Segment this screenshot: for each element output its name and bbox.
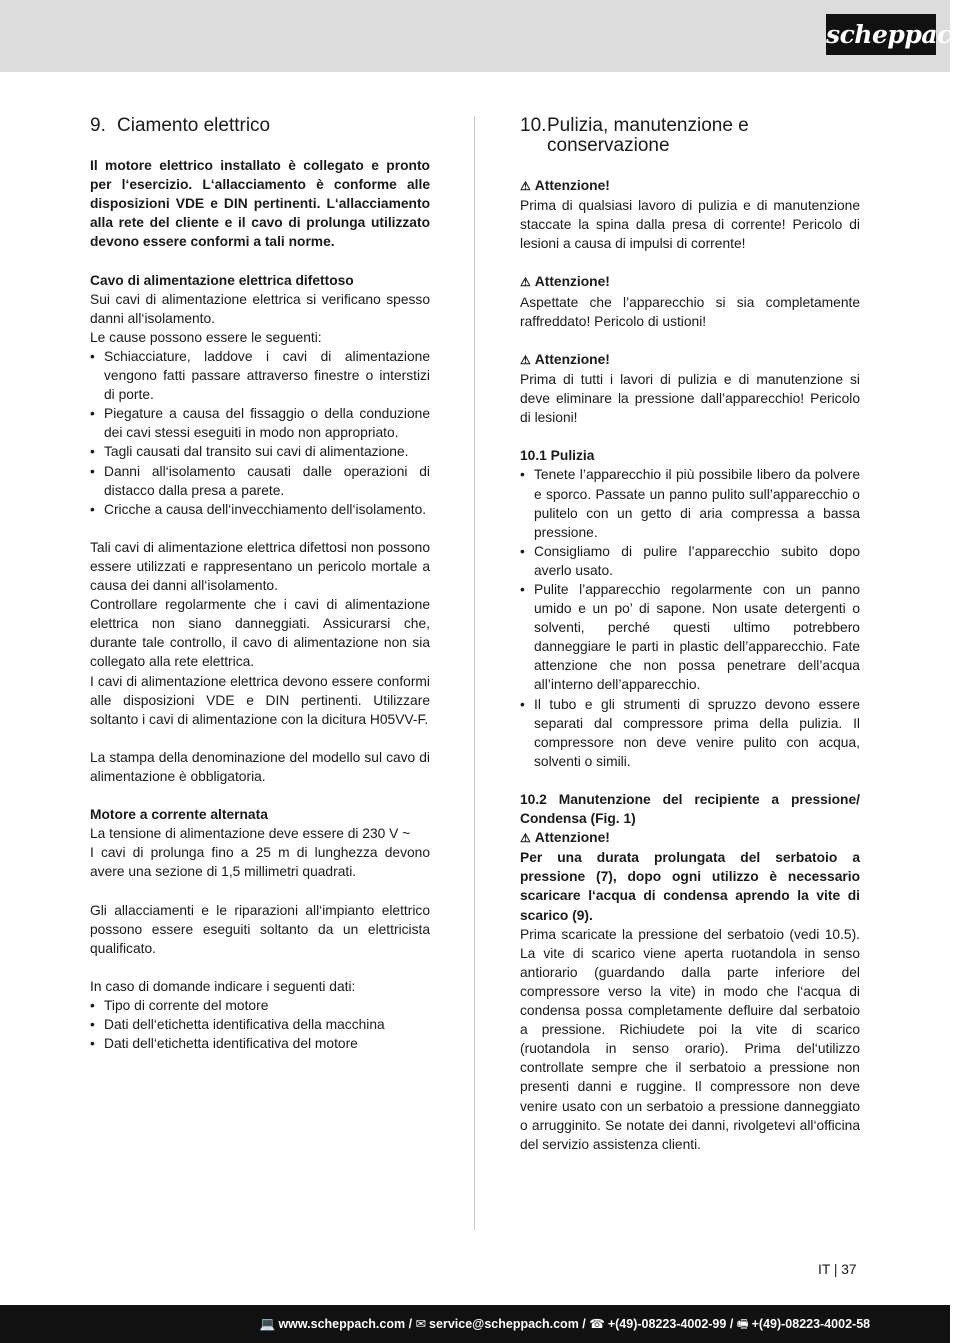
motor-text: I cavi di prolunga fino a 25 m di lunghezza devono avere una sezione di 1,5 millimetri quadrati. [90,845,430,880]
list-item: • Tagli causati dal transito sui cavi di alimentazione. [90,442,430,461]
maintenance-bold-text: Per una durata prolungata del serbatoio a pressione (7), dopo ogni utilizzo è necessario scaricare l‘acqua di condensa aprendo la vite di scarico (9). [520,850,860,923]
cable-heading: Cavo di alimentazione elettrica difettoso [90,272,354,288]
heading-line: Pulizia, manutenzione e [547,115,749,136]
phone-icon: ☎ [589,1317,605,1331]
left-column [90,116,430,1053]
causes-list [90,347,430,519]
phone-number: +(49)-08223-4002-99 [607,1317,727,1331]
heading-title: Ciamento elettrico [117,115,271,136]
list-item: • Dati dell‘etichetta identificativa della macchina [90,1015,430,1034]
section-heading-10 [520,116,860,156]
list-item: • Piegature a causa del fissaggio o della conduzione dei cavi stessi eseguiti in modo non appropriato. [90,404,430,442]
warning-text: Prima di qualsiasi lavoro di pulizia e di manutenzione staccate la spina dalla presa di corrente! Pericolo di lesioni a causa di impulsi di corrente! [520,198,860,252]
fax-icon: 🖷 [736,1317,749,1331]
motor-text: La tensione di alimentazione deve essere di 230 V ~ [90,826,411,842]
computer-icon: 💻 [259,1317,276,1331]
list-item: • Pulite l’apparecchio regolarmente con un panno umido e un po’ di sapone. Non usate detergenti o solventi, perché questi ultimo potrebbero danneggiare le parti in plastic dell’apparecchio. Fate attenzione che non possa penetrare dell’acqua all’interno dell’apparecchio. [520,580,860,695]
warning-label: ⚠ Attenzione! [520,351,610,367]
warning-icon: ⚠ [520,352,531,367]
list-item: • Dati dell‘etichetta identificativa del motore [90,1034,430,1053]
list-item: • Schiacciature, laddove i cavi di alimentazione vengono fatti passare attraverso finestre o interstizi di porte. [90,347,430,404]
cable-text-causes: Le cause possono essere le seguenti: [90,329,322,345]
paragraph: La stampa della denominazione del modello sul cavo di alimentazione è obbligatoria. [90,749,430,784]
separator: / [582,1317,586,1331]
list-item: • Il tubo e gli strumenti di spruzzo devono essere separati dal compressore prima della pulizia. Il compressore non deve venire pulito con acqua, solventi o simili. [520,695,860,771]
list-item: • Cricche a causa dell‘invecchiamento dell‘isolamento. [90,500,430,519]
warning-icon: ⚠ [520,179,531,193]
list-item: • Consigliamo di pulire l’apparecchio subito dopo averlo usato. [520,542,860,580]
data-intro: In caso di domande indicare i seguenti dati: [90,979,356,995]
intro-paragraph: Il motore elettrico installato è collegato e pronto per l‘esercizio. L‘allacciamento è conforme alle disposizioni VDE e DIN pertinenti. L‘allacciamento alla rete del cliente e il cavo di prolunga utilizzato devono essere conformi a tali norme. [90,158,430,250]
clean-list [520,465,860,771]
heading-number: 9. [90,115,106,136]
warning-label: ⚠ Attenzione! [520,274,610,290]
cable-text: Sui cavi di alimentazione elettrica si verificano spesso danni all‘isolamento. [90,291,430,326]
website-link[interactable]: www.scheppach.com [278,1317,406,1331]
fax-number: +(49)-08223-4002-58 [751,1317,871,1331]
paragraph: Tali cavi di alimentazione elettrica difettosi non possono essere utilizzati e rappresentano un pericolo mortale a causa dei danni all‘isolamento. [90,539,430,594]
column-divider [474,116,475,1230]
warning-label: ⚠ Attenzione! [520,830,610,846]
paragraph: I cavi di alimentazione elettrica devono essere conformi alle disposizioni VDE e DIN pertinenti. Utilizzare soltanto i cavi di alimentazione con la dicitura H05VV-F. [90,673,430,727]
page-number: IT | 37 [818,1262,857,1277]
warning-label: ⚠ Attenzione! [520,178,610,193]
maintenance-text: Prima scaricate la pressione del serbatoio (vedi 10.5). La vite di scarico viene aperta ruotandola in senso antiorario (guardando dalla parte inferiore del compressore verso la vite) in modo che l‘acqua di condensa possa completamente defluire dal serbatoio a pressione. Richiudete poi la vite di scarico (ruotandola in senso orario). Prima del‘utilizzo controllate sempre che il serbatoio a pressione non presenti danni e ruggine. Il compressore non deve venire usato con un serbatoio a pressione danneggiato o arrugginito. Se notate dei danni, rivolgetevi all‘officina del servizio assistenza clienti. [520,926,860,1152]
section-heading-9 [90,116,430,136]
warning-text: Aspettate che l’apparecchio si sia completamente raffreddato! Pericolo di ustioni! [520,294,860,329]
warning-text: Prima di tutti i lavori di pulizia e di manutenzione si deve eliminare la pressione dall’apparecchio! Pericolo di lesioni! [520,371,860,426]
mail-icon: ✉ [415,1317,427,1331]
list-item: • Danni all‘isolamento causati dalle operazioni di distacco dalla presa a parete. [90,462,430,500]
clean-heading: 10.1 Pulizia [520,448,595,464]
heading-line: conservazione [547,135,670,156]
paragraph: Controllare regolarmente che i cavi di alimentazione elettrica non siano danneggiati. Assicurarsi che, durante tale controllo, il cavo di alimentazione non sia collegato alla rete elettrica. [90,597,430,670]
right-column [520,116,860,1154]
header-bar [0,0,969,72]
warning-icon: ⚠ [520,275,531,290]
list-item: • Tenete l’apparecchio il più possibile libero da polvere e sporco. Passate un panno pulito sull’apparecchio o pulitelo con un getto di aria compressa a bassa pressione. [520,465,860,541]
motor-heading: Motore a corrente alternata [90,807,268,823]
data-list [90,996,430,1053]
separator: / [729,1317,734,1331]
heading-title [547,116,749,156]
list-item: • Tipo di corrente del motore [90,996,430,1015]
warning-icon: ⚠ [520,831,531,846]
brand-logo: scheppach [826,14,936,55]
separator: / [408,1317,413,1331]
email-link[interactable]: service@scheppach.com [429,1317,579,1331]
paragraph: Gli allacciamenti e le riparazioni all‘impianto elettrico possono essere eseguiti soltanto da un elettricista qualificato. [90,902,430,956]
footer-bar [0,1305,950,1343]
heading-number: 10. [520,115,547,136]
maintenance-heading: 10.2 Manutenzione del recipiente a pressione/ Condensa (Fig. 1) [520,792,860,827]
